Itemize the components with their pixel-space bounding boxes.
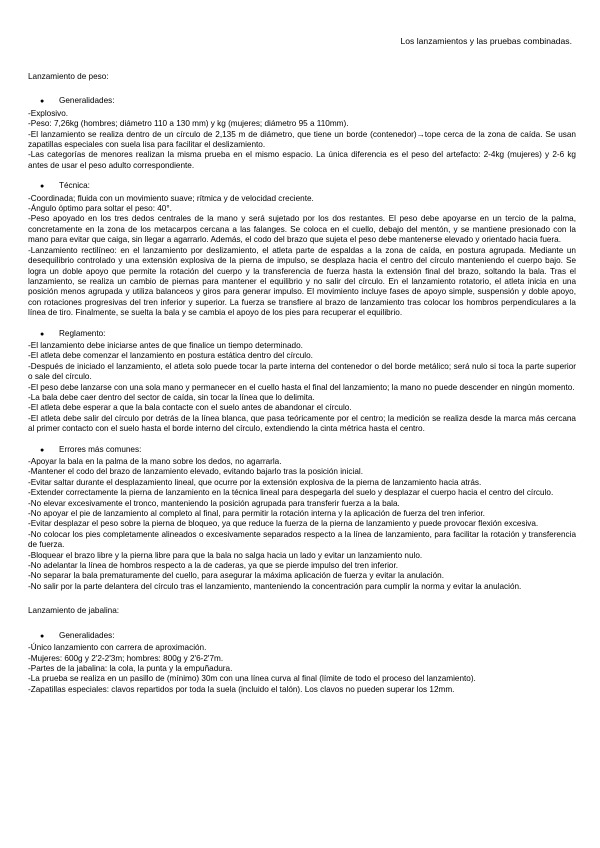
document-body — [28, 72, 576, 695]
paragraph-line: -No apoyar el pie de lanzamiento al completo al final, para permitir la rotación interna y la aplicación de fuerza del tren inferior. — [28, 509, 485, 519]
paragraph-line: -El atleta debe esperar a que la bala contacte con el suelo antes de abandonar el círculo. — [28, 403, 352, 413]
paragraph-line: -Único lanzamiento con carrera de aproximación. — [28, 643, 207, 653]
paragraph-line: -No elevar excesivamente el tronco, manteniendo la posición agrupada para transferir fuerza a la bala. — [28, 498, 400, 508]
paragraph-line: -Zapatillas especiales: clavos repartidos por toda la suela (incluido el talón). Los clavos no pueden superar los 12mm. — [28, 684, 455, 694]
document-header: Los lanzamientos y las pruebas combinadas. — [400, 36, 572, 46]
subheading-generalidades-jabalina: ● Generalidades: — [28, 631, 576, 642]
section-title-jabalina: Lanzamiento de jabalina: — [28, 606, 120, 616]
subheading-generalidades: ● Generalidades: — [28, 96, 576, 107]
paragraph-line: -Partes de la jabalina: la cola, la punta y la empuñadura. — [28, 663, 233, 673]
paragraph-line: -Ángulo óptimo para soltar el peso: 40°. — [28, 204, 172, 214]
paragraph-line: -No separar la bala prematuramente del cuello, para asegurar la máxima aplicación de fuerza y evitar la anulación. — [28, 571, 444, 581]
paragraph-line: -No adelantar la línea de hombros respecto a la de caderas, ya que se pierde impulso del tren inferior. — [28, 561, 399, 571]
paragraph-line: -La bala debe caer dentro del sector de caída, sin tocar la línea que lo delimita. — [28, 392, 315, 402]
paragraph-line: -El lanzamiento debe iniciarse antes de que finalice un tiempo determinado. — [28, 340, 303, 350]
bullet-icon: ● — [40, 183, 45, 191]
paragraph-line: -Apoyar la bala en la palma de la mano sobre los dedos, no agarrarla. — [28, 457, 282, 466]
paragraph-line: -Después de iniciado el lanzamiento, el atleta solo puede tocar la parte interna del contenedor o del borde metálico; será nulo si toca la parte superior o sale del círculo. — [28, 361, 576, 382]
section-title-peso: Lanzamiento de peso: — [28, 72, 109, 81]
paragraph-line: -Extender correctamente la pierna de lanzamiento en la técnica lineal para despegarla del suelo y desplazar el cuerpo hacia el centro del círculo. — [28, 488, 554, 498]
bullet-icon: ● — [40, 330, 45, 338]
paragraph-line: -La prueba se realiza en un pasillo de (mínimo) 30m con una línea curva al final (límite de todo el proceso del lanzamiento). — [28, 674, 476, 684]
subheading-errores: ● Errores más comunes: — [28, 445, 576, 456]
paragraph-line: -El lanzamiento se realiza dentro de un círculo de 2,135 m de diámetro, que tiene un borde (contenedor)→tope cerca de la zona de caída. Se usan zapatillas especiales con suela lisa para facilitar el deslizamiento. — [28, 129, 576, 150]
bullet-icon: ● — [40, 98, 45, 106]
paragraph-line: -Evitar desplazar el peso sobre la pierna de bloqueo, ya que reduce la fuerza de la pierna de lanzamiento y puede provocar flexión excesiva. — [28, 519, 539, 529]
paragraph-line: -Peso apoyado en los tres dedos centrales de la mano y será sujetado por los dos restantes. El peso debe apoyarse en un tercio de la palma, concretamente en la zona de los metacarpos cercana a las falanges. Se coloca en el cuello, debajo del mentón, y se mantiene presionado con la mano para evitar que caiga, sin llegar a agarrarlo. Además, el codo del brazo que sujeta el peso debe mantenerse elevado y orientado hacia fuera. — [28, 214, 576, 245]
bullet-icon: ● — [40, 632, 45, 640]
paragraph-line: -Mantener el codo del brazo de lanzamiento elevado, evitando bajarlo tras la posición inicial. — [28, 467, 363, 477]
subheading-tecnica: ● Técnica: — [28, 181, 576, 192]
paragraph-line: -El atleta debe salir del círculo por detrás de la línea blanca, que pasa teóricamente por el centro; la medición se realiza desde la marca más cercana al primer contacto con el suelo hasta el borde interno del círculo, extendiendo la cinta métrica hasta el centro. — [28, 413, 576, 434]
paragraph-line: -Mujeres: 600g y 2'2-2'3m; hombres: 800g y 2'6-2'7m. — [28, 653, 224, 663]
bullet-icon: ● — [40, 446, 45, 454]
paragraph-line: -Explosivo. — [28, 108, 69, 118]
paragraph-line: -El peso debe lanzarse con una sola mano y permanecer en el cuello hasta el final del lanzamiento; la mano no puede descender en ningún momento. — [28, 382, 575, 392]
subheading-reglamento: ● Reglamento: — [28, 329, 576, 340]
paragraph-line: -Peso: 7,26kg (hombres; diámetro 110 a 130 mm) y kg (mujeres; diámetro 95 a 110mm). — [28, 119, 349, 129]
paragraph-line: -Coordinada; fluida con un movimiento suave; rítmica y de velocidad creciente. — [28, 193, 314, 203]
paragraph-line: -No salir por la parte delantera del círculo tras el lanzamiento, manteniendo la concentración para cumplir la norma y evitar la anulación. — [28, 581, 522, 591]
paragraph-line: -Lanzamiento rectilíneo: en el lanzamiento por deslizamiento, el atleta parte de espaldas a la zona de caída, en postura agrupada. Mediante un desequilibrio controlado y una extensión explosiva de la pierna de impulso, se desplaza hacia el centro del círculo manteniendo el cuerpo bajo. Se logra un doble apoyo que permite la rotación del cuerpo y la transferencia de fuerza hasta la extensión final del brazo, soltando la bala. Tras el lanzamiento, se realiza un cambio de piernas para mantener el equilibrio y no salir del círculo. En el lanzamiento rotatorio, el atleta inicia en una posición menos agrupada y utiliza balanceos y giros para generar impulso. El movimiento incluye fases de apoyo simple, suspensión y doble apoyo, con rotaciones progresivas del tren inferior y superior. La fuerza se transfiere al brazo de lanzamiento tras colocar los hombros perpendiculares a la línea de tiro. Finalmente, se suelta la bala y se cambia el apoyo de los pies para recuperar el equilibrio. — [28, 245, 576, 318]
paragraph-line: -Evitar saltar durante el desplazamiento lineal, que ocurre por la extensión explosiva de la pierna de lanzamiento hacia atrás. — [28, 477, 482, 487]
paragraph-line: -El atleta debe comenzar el lanzamiento en postura estática dentro del círculo. — [28, 351, 313, 361]
paragraph-line: -No colocar los pies completamente alineados o excesivamente separados respecto a la línea de lanzamiento, para facilitar la rotación y transferencia de fuerza. — [28, 529, 576, 550]
paragraph-line: -Bloquear el brazo libre y la pierna libre para que la bala no salga hacia un lado y evitar un lanzamiento nulo. — [28, 550, 423, 560]
paragraph-line: -Las categorías de menores realizan la misma prueba en el mismo espacio. La única diferencia es el peso del artefacto: 2-4kg (mujeres) y 2-6 kg antes de usar el peso adulto correspondiente. — [28, 150, 576, 170]
